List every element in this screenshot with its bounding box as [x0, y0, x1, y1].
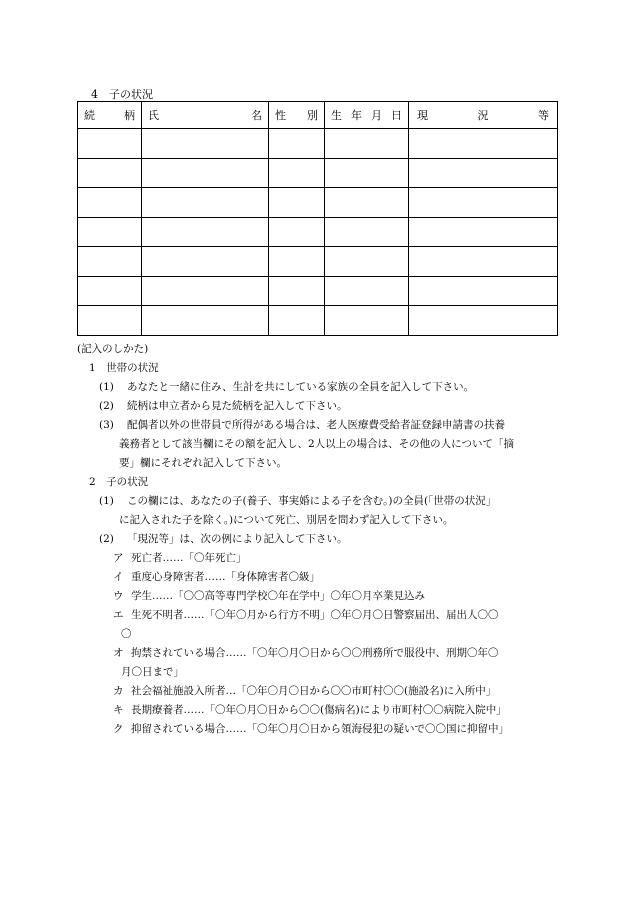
table-cell[interactable] [142, 276, 269, 306]
section-heading: 子の状況 [109, 88, 153, 101]
table-cell[interactable] [269, 188, 325, 218]
table-row [78, 247, 558, 277]
list-item [113, 701, 567, 720]
item-marker: イ [113, 571, 124, 583]
table-cell[interactable] [78, 247, 142, 277]
table-cell[interactable] [325, 129, 409, 159]
header-status: 現 況 等 [409, 102, 558, 129]
table-cell[interactable] [269, 247, 325, 277]
table-row [78, 129, 558, 159]
table-cell[interactable] [409, 247, 558, 277]
item-marker: エ [113, 609, 124, 621]
list-item [99, 397, 567, 416]
item-marker: ウ [113, 590, 124, 602]
table-cell[interactable] [409, 217, 558, 247]
header-relationship: 続 柄 [78, 102, 142, 129]
subsection-1-title: 1 世帯の状況 [89, 362, 159, 374]
table-cell[interactable] [269, 129, 325, 159]
header-birthdate: 生 年 月 日 [325, 102, 409, 129]
item-text: 社会福祉施設入所者…「〇年〇月〇日から〇〇市町村〇〇(施設名)に入所中」 [131, 685, 497, 697]
item-text: 配偶者以外の世帯員で所得がある場合は、老人医療費受給者証登録申請書の扶養 [127, 419, 505, 431]
table-cell[interactable] [142, 129, 269, 159]
item-text: この欄には、あなたの子(養子、事実婚による子を含む。)の全員(「世帯の状況」 [127, 495, 497, 507]
header-name: 氏 名 [142, 102, 269, 129]
table-row [78, 276, 558, 306]
header-sex: 性 別 [269, 102, 325, 129]
table-header-row [78, 102, 558, 129]
list-item [113, 568, 567, 587]
table-cell[interactable] [269, 276, 325, 306]
table-cell[interactable] [78, 306, 142, 336]
table-cell[interactable] [325, 306, 409, 336]
item-marker: キ [113, 704, 124, 716]
item-marker: (2) [99, 400, 114, 412]
item-text: 死亡者……「〇年死亡」 [131, 552, 247, 564]
item-marker: オ [113, 647, 124, 659]
table-cell[interactable] [325, 158, 409, 188]
table-cell[interactable] [78, 217, 142, 247]
table-cell[interactable] [325, 247, 409, 277]
table-cell[interactable] [142, 247, 269, 277]
table-cell[interactable] [325, 217, 409, 247]
table-cell[interactable] [325, 276, 409, 306]
item-continuation: 月〇日まで」 [121, 666, 184, 678]
table-cell[interactable] [78, 129, 142, 159]
item-marker: カ [113, 685, 124, 697]
item-marker: (2) [99, 533, 114, 545]
children-table [77, 101, 558, 336]
table-cell[interactable] [78, 188, 142, 218]
table-cell[interactable] [409, 129, 558, 159]
table-row [78, 306, 558, 336]
table-body [78, 129, 558, 336]
list-item [113, 682, 567, 701]
item-marker: ア [113, 552, 124, 564]
item-text: 長期療養者……「〇年〇月〇日から〇〇(傷病名)により市町村〇〇病院入院中」 [131, 704, 507, 716]
table-cell[interactable] [269, 158, 325, 188]
subsection-2-title: 2 子の状況 [89, 476, 149, 488]
list-item [113, 720, 567, 739]
section-title [91, 86, 153, 102]
item-marker: ク [113, 723, 124, 735]
table-cell[interactable] [142, 217, 269, 247]
item-marker: (3) [99, 419, 114, 431]
table-cell[interactable] [78, 158, 142, 188]
table-row [78, 158, 558, 188]
list-item [113, 644, 567, 663]
table-cell[interactable] [142, 158, 269, 188]
item-marker: (1) [99, 381, 114, 393]
item-continuation: 義務者として該当欄にその額を記入し、2人以上の場合は、その他の人について「摘 [119, 438, 514, 450]
table-cell[interactable] [325, 188, 409, 218]
table-cell[interactable] [142, 306, 269, 336]
item-continuation: に記入された子を除く。)について死亡、別居を問わず記入して下さい。 [119, 514, 454, 526]
table-cell[interactable] [269, 217, 325, 247]
table-cell[interactable] [409, 188, 558, 218]
table-cell[interactable] [409, 158, 558, 188]
subsection-2-items [77, 492, 567, 549]
list-item [113, 606, 567, 625]
item-text: あなたと一緒に住み、生計を共にしている家族の全員を記入して下さい。 [127, 381, 475, 393]
item-continuation: 〇 [121, 628, 132, 640]
item-continuation: 要」欄にそれぞれ記入して下さい。 [119, 457, 287, 469]
list-item [99, 378, 567, 397]
table-cell[interactable] [409, 306, 558, 336]
list-item [113, 549, 567, 568]
section-number: 4 [91, 88, 98, 101]
table-cell[interactable] [269, 306, 325, 336]
example-list [77, 549, 567, 739]
item-text: 拘禁されている場合……「〇年〇月〇日から〇〇刑務所で服役中、刑期〇年〇 [131, 647, 499, 659]
list-item [99, 492, 567, 511]
item-text: 重度心身障害者……「身体障害者〇級」 [131, 571, 320, 583]
list-item [99, 416, 567, 435]
table-cell[interactable] [78, 276, 142, 306]
instructions [77, 340, 567, 739]
item-text: 「現況等」は、次の例により記入して下さい。 [127, 533, 348, 545]
table-cell[interactable] [142, 188, 269, 218]
list-item [113, 587, 567, 606]
table-row [78, 217, 558, 247]
list-item [99, 530, 567, 549]
instructions-heading: (記入のしかた) [77, 343, 149, 355]
item-text: 生死不明者……「〇年〇月から行方不明」〇年〇月〇日警察届出、届出人〇〇 [131, 609, 499, 621]
item-text: 抑留されている場合……「〇年〇月〇日から領海侵犯の疑いで〇〇国に抑留中」 [131, 723, 509, 735]
table-row [78, 188, 558, 218]
subsection-1-items [77, 378, 567, 473]
item-text: 学生……「〇〇高等専門学校〇年在学中」〇年〇月卒業見込み [131, 590, 425, 602]
item-marker: (1) [99, 495, 114, 507]
table-cell[interactable] [409, 276, 558, 306]
item-text: 続柄は申立者から見た続柄を記入して下さい。 [127, 400, 348, 412]
